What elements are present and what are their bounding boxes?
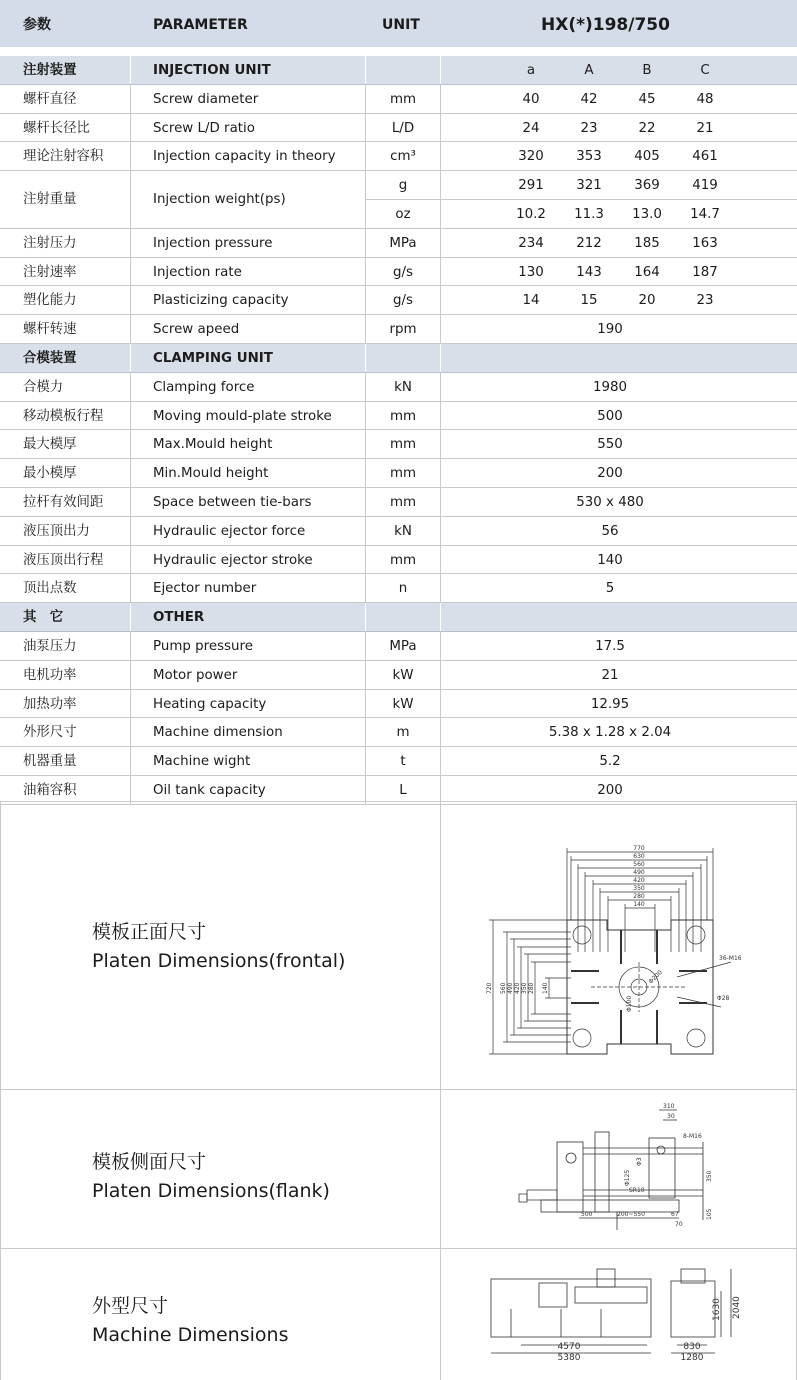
row-cn: 顶出点数	[23, 581, 77, 597]
row-value: 353	[576, 149, 602, 165]
row-value: 14.7	[690, 206, 720, 222]
row-en: Ejector number	[153, 581, 257, 597]
row-value: 461	[692, 149, 718, 165]
dim-label: Φ3	[636, 1157, 643, 1166]
dim-label: 2040	[732, 1296, 742, 1319]
table-row	[0, 286, 797, 315]
table-row	[0, 85, 797, 114]
row-value: 5.38 x 1.28 x 2.04	[548, 725, 672, 741]
row-en: Injection rate	[153, 264, 242, 280]
row-unit: n	[398, 581, 408, 597]
row-value: 185	[634, 235, 660, 251]
row-value: 234	[518, 235, 544, 251]
row-value: 5.2	[599, 754, 621, 770]
row-unit: kN	[394, 523, 412, 539]
table-row	[0, 718, 797, 747]
panel-machine	[0, 1248, 797, 1380]
section-cn: 其 它	[23, 610, 64, 626]
row-value: 20	[638, 293, 656, 309]
dim-label: Φ100	[626, 995, 633, 1012]
row-value: 1980	[592, 379, 628, 395]
row-value: 22	[638, 120, 656, 136]
row-cn: 螺杆长径比	[23, 120, 90, 136]
row-value: 21	[601, 667, 619, 683]
row-unit: MPa	[389, 235, 417, 251]
spec-table	[0, 56, 797, 805]
header-cn: 参数	[23, 17, 51, 33]
dim-label: 200~550	[617, 1211, 645, 1218]
row-unit: g	[398, 178, 408, 194]
row-unit: mm	[389, 408, 417, 424]
row-value: 23	[580, 120, 598, 136]
row-value: 56	[601, 523, 619, 539]
row-cn: 螺杆转速	[23, 322, 77, 338]
row-cn: 注射压力	[23, 235, 77, 251]
table-row	[0, 690, 797, 719]
weight-g-row	[366, 171, 797, 200]
row-unit: kW	[392, 667, 414, 683]
dim-label: 490	[507, 982, 514, 994]
dim-label: 350	[706, 1170, 713, 1182]
row-unit: L	[399, 782, 407, 798]
section-en: OTHER	[153, 610, 205, 626]
screw-type: a	[526, 63, 536, 78]
row-value: 163	[692, 235, 718, 251]
row-en: Heating capacity	[153, 696, 267, 712]
row-value: 419	[692, 178, 718, 194]
section-clamping	[0, 344, 797, 373]
table-row-injection-weight	[0, 171, 797, 229]
row-en: Motor power	[153, 667, 238, 683]
flank-title-cn: 模板侧面尺寸	[92, 1151, 207, 1173]
dim-label: Φ28	[717, 995, 730, 1002]
row-cn: 电机功率	[23, 667, 77, 683]
dim-label: 280	[633, 893, 645, 900]
row-unit: L/D	[391, 120, 415, 136]
row-value: 550	[597, 437, 623, 453]
table-row	[0, 459, 797, 488]
row-en: Screw apeed	[153, 322, 240, 338]
row-cn: 注射速率	[23, 264, 77, 280]
dim-label: 70	[675, 1221, 683, 1228]
row-value: 24	[522, 120, 540, 136]
row-en: Max.Mould height	[153, 437, 273, 453]
platen-frontal-drawing	[441, 802, 796, 1090]
dim-label: SR10	[629, 1187, 645, 1194]
dim-label: 720	[486, 982, 493, 994]
row-unit: t	[400, 754, 406, 770]
row-value: 11.3	[574, 206, 604, 222]
dim-label: Φ200	[647, 969, 664, 986]
row-value: 10.2	[516, 206, 546, 222]
row-value: 21	[696, 120, 714, 136]
row-en: Machine wight	[153, 754, 251, 770]
table-row	[0, 632, 797, 661]
row-cn: 液压顶出力	[23, 523, 90, 539]
row-value: 500	[597, 408, 623, 424]
row-cn: 液压顶出行程	[23, 552, 104, 568]
dim-label: 830	[683, 1342, 701, 1352]
dim-label: 30	[667, 1113, 675, 1120]
row-unit: mm	[389, 437, 417, 453]
row-value: 130	[518, 264, 544, 280]
dim-label: 350	[521, 982, 528, 994]
platen-flank-drawing	[441, 1090, 796, 1249]
dim-label: 770	[633, 845, 645, 852]
machine-title-en: Machine Dimensions	[92, 1324, 289, 1346]
table-row	[0, 373, 797, 402]
dim-label: 105	[706, 1208, 713, 1220]
section-cn: 注射装置	[23, 63, 77, 78]
row-cn: 注射重量	[23, 192, 77, 208]
table-row	[0, 661, 797, 690]
panel-flank	[0, 1089, 797, 1248]
row-unit: cm³	[390, 149, 416, 165]
table-row	[0, 747, 797, 776]
machine-dimensions-drawing	[441, 1249, 796, 1380]
row-en: Space between tie-bars	[153, 494, 312, 510]
table-row	[0, 574, 797, 603]
table-row	[0, 402, 797, 431]
section-cn: 合模装置	[23, 350, 77, 366]
row-value: 321	[576, 178, 602, 194]
section-en: CLAMPING UNIT	[153, 350, 273, 366]
dim-label: 1280	[680, 1353, 704, 1363]
row-value: 212	[576, 235, 602, 251]
row-unit: rpm	[389, 322, 417, 338]
section-other	[0, 603, 797, 632]
row-value: 164	[634, 264, 660, 280]
row-en: Moving mould-plate stroke	[153, 408, 332, 424]
row-value: 17.5	[595, 638, 625, 654]
row-cn: 最小模厚	[23, 466, 77, 482]
row-en: Injection weight(ps)	[153, 192, 286, 208]
row-en: Hydraulic ejector force	[153, 523, 306, 539]
frontal-title-en: Platen Dimensions(frontal)	[92, 950, 346, 972]
frontal-title-cn: 模板正面尺寸	[92, 921, 207, 943]
row-unit: MPa	[389, 638, 417, 654]
row-value: 200	[597, 782, 623, 798]
table-row	[0, 315, 797, 344]
row-en: Screw L/D ratio	[153, 120, 255, 136]
table-row	[0, 114, 797, 143]
row-en: Oil tank capacity	[153, 782, 266, 798]
dim-label: 8-M16	[683, 1133, 702, 1140]
table-row	[0, 488, 797, 517]
row-cn: 外形尺寸	[23, 725, 77, 741]
section-en: INJECTION UNIT	[153, 63, 271, 78]
table-row	[0, 258, 797, 287]
table-row	[0, 142, 797, 171]
row-unit: oz	[395, 206, 411, 222]
row-unit: m	[396, 725, 410, 741]
row-en: Screw diameter	[153, 91, 259, 107]
row-en: Min.Mould height	[153, 466, 269, 482]
dim-label: 140	[542, 982, 549, 994]
row-value: 530 x 480	[576, 494, 644, 510]
row-cn: 油泵压力	[23, 638, 77, 654]
row-cn: 理论注射容积	[23, 149, 104, 165]
row-en: Machine dimension	[153, 725, 283, 741]
row-unit: mm	[389, 494, 417, 510]
row-value: 143	[576, 264, 602, 280]
dim-label: 500	[581, 1211, 593, 1218]
row-unit: mm	[389, 466, 417, 482]
row-value: 12.95	[590, 696, 630, 712]
row-en: Injection capacity in theory	[153, 149, 336, 165]
header-model: HX(*)198/750	[541, 15, 670, 35]
row-value: 140	[597, 552, 623, 568]
panel-frontal	[0, 801, 797, 1089]
machine-title-cn: 外型尺寸	[92, 1295, 169, 1317]
screw-type: C	[700, 63, 710, 78]
row-value: 42	[580, 91, 598, 107]
dim-label: 420	[633, 877, 645, 884]
row-cn: 塑化能力	[23, 293, 77, 309]
table-header	[0, 0, 797, 47]
row-value: 15	[580, 293, 598, 309]
row-unit: g/s	[393, 264, 413, 280]
row-value: 291	[518, 178, 544, 194]
row-en: Clamping force	[153, 379, 255, 395]
row-unit: mm	[389, 91, 417, 107]
row-value: 200	[597, 466, 623, 482]
dim-label: 560	[500, 982, 507, 994]
section-injection	[0, 56, 797, 85]
dim-label: 310	[663, 1103, 675, 1110]
dim-label: 630	[633, 853, 645, 860]
row-value: 320	[518, 149, 544, 165]
dim-label: 67	[671, 1211, 679, 1218]
table-row	[0, 517, 797, 546]
row-value: 23	[696, 293, 714, 309]
row-cn: 合模力	[23, 379, 64, 395]
dim-label: 350	[633, 885, 645, 892]
row-cn: 加热功率	[23, 696, 77, 712]
screw-type: B	[642, 63, 652, 78]
row-en: Hydraulic ejector stroke	[153, 552, 313, 568]
row-en: Plasticizing capacity	[153, 293, 289, 309]
row-unit: g/s	[393, 293, 413, 309]
weight-oz-row	[366, 200, 797, 229]
row-en: Injection pressure	[153, 235, 273, 251]
dim-label: 140	[633, 901, 645, 908]
table-row	[0, 229, 797, 258]
row-cn: 机器重量	[23, 754, 77, 770]
row-cn: 螺杆直径	[23, 91, 77, 107]
row-value: 45	[638, 91, 656, 107]
flank-title-en: Platen Dimensions(flank)	[92, 1180, 330, 1202]
row-value: 48	[696, 91, 714, 107]
dim-label: Φ125	[624, 1169, 631, 1186]
header-unit: UNIT	[382, 17, 420, 33]
row-unit: kW	[392, 696, 414, 712]
row-value: 14	[522, 293, 540, 309]
screw-type: A	[584, 63, 594, 78]
row-unit: kN	[394, 379, 412, 395]
table-row	[0, 430, 797, 459]
dim-label: 1630	[712, 1298, 722, 1321]
dim-label: 490	[633, 869, 645, 876]
row-cn: 最大模厚	[23, 437, 77, 453]
row-cn: 移动模板行程	[23, 408, 104, 424]
row-value: 190	[597, 322, 623, 338]
dim-label: 420	[514, 982, 521, 994]
header-parameter: PARAMETER	[153, 17, 248, 33]
row-value: 187	[692, 264, 718, 280]
dim-label: 36-M16	[719, 955, 742, 962]
row-value: 405	[634, 149, 660, 165]
row-unit: mm	[389, 552, 417, 568]
row-cn: 油箱容积	[23, 782, 77, 798]
row-value: 5	[605, 581, 615, 597]
row-cn: 拉杆有效间距	[23, 494, 104, 510]
row-value: 40	[522, 91, 540, 107]
row-en: Pump pressure	[153, 638, 253, 654]
dim-label: 280	[528, 982, 535, 994]
dim-label: 5380	[557, 1353, 581, 1363]
table-row	[0, 546, 797, 575]
row-value: 13.0	[632, 206, 662, 222]
dim-label: 560	[633, 861, 645, 868]
dim-label: 4570	[557, 1342, 581, 1352]
row-value: 369	[634, 178, 660, 194]
